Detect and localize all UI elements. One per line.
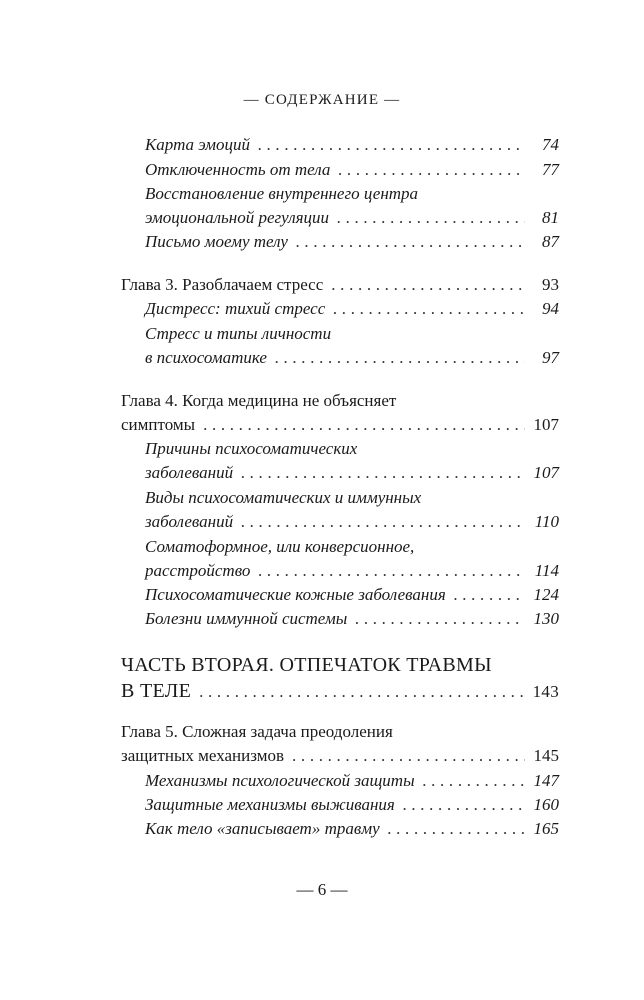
toc-entry xyxy=(145,794,559,816)
toc-entry xyxy=(145,511,559,533)
toc-entry-title: Отключенность от тела xyxy=(145,160,331,179)
toc-entry-title: Механизмы психологической защиты xyxy=(145,771,415,790)
toc-entry-page: 107 xyxy=(533,463,559,482)
toc-entry-title-line1: Восстановление внутреннего центра xyxy=(145,184,419,203)
toc-entry-page: 110 xyxy=(534,512,559,531)
toc-entry-page: 94 xyxy=(542,299,559,318)
toc-entry-title: защитных механизмов xyxy=(121,746,285,765)
toc-entry-title: Карта эмоций xyxy=(145,135,250,154)
toc-entry-page: 93 xyxy=(542,275,559,294)
toc-entry xyxy=(145,608,559,630)
dot-leader xyxy=(241,511,525,533)
dot-leader xyxy=(203,414,525,436)
toc-entry-title: Психосоматические кожные заболевания xyxy=(145,585,446,604)
toc-entry-title: заболеваний xyxy=(145,463,234,482)
toc-chapter-entry xyxy=(121,745,559,767)
toc-entry-title-line1: Соматоформное, или конверсионное, xyxy=(145,537,415,556)
toc-entry xyxy=(145,462,559,484)
dot-leader xyxy=(454,584,525,606)
dot-leader xyxy=(403,794,525,816)
page-number: — 6 — xyxy=(296,880,348,899)
toc-entry xyxy=(145,347,559,369)
toc-entry xyxy=(145,134,559,156)
toc-part-entry xyxy=(121,678,559,705)
toc-chapter-entry xyxy=(121,414,559,436)
dot-leader xyxy=(258,134,525,156)
toc-entry-title: Болезни иммунной системы xyxy=(145,609,348,628)
dot-leader xyxy=(296,231,525,253)
toc-entry-title: заболеваний xyxy=(145,512,234,531)
dot-leader xyxy=(275,347,525,369)
toc-entry-page: 87 xyxy=(542,232,559,251)
toc-part-title-line1: ЧАСТЬ ВТОРАЯ. ОТПЕЧАТОК ТРАВМЫ xyxy=(121,654,492,676)
toc-entry xyxy=(145,298,559,320)
dot-leader xyxy=(258,560,525,582)
toc-chapter-title-line1: Глава 4. Когда медицина не объясняет xyxy=(121,391,397,410)
toc-entry-title: симптомы xyxy=(121,415,196,434)
toc-entry xyxy=(145,560,559,582)
toc-entry-page: 107 xyxy=(533,415,559,434)
toc-entry xyxy=(145,770,559,792)
toc-entry-title: Глава 3. Разоблачаем стресс xyxy=(121,275,324,294)
toc-chapter-title-line1: Глава 5. Сложная задача преодоления xyxy=(121,722,393,741)
toc-entry xyxy=(145,207,559,229)
toc-entry-title: Как тело «записывает» травму xyxy=(145,819,380,838)
toc-entry xyxy=(145,818,559,840)
toc-entry-title: В ТЕЛЕ xyxy=(121,680,192,702)
dot-leader xyxy=(337,207,525,229)
toc-entry-title: Защитные механизмы выживания xyxy=(145,795,395,814)
dot-leader xyxy=(388,818,525,840)
toc-entry-title: эмоциональной регуляции xyxy=(145,208,330,227)
toc-entry-page: 74 xyxy=(542,135,559,154)
running-header: — СОДЕРЖАНИЕ — xyxy=(243,92,401,108)
dot-leader xyxy=(331,274,525,296)
dot-leader xyxy=(199,679,525,705)
toc-chapter-entry xyxy=(121,274,559,296)
toc-entry-page: 165 xyxy=(533,819,559,838)
toc-entry-title-line1: Виды психосоматических и иммунных xyxy=(145,488,422,507)
toc-entry-page: 124 xyxy=(533,585,559,604)
toc-entry-page: 145 xyxy=(533,746,559,765)
toc-entry-title: в психосоматике xyxy=(145,348,267,367)
toc-entry-page: 147 xyxy=(533,771,559,790)
toc-entry-title: Письмо моему телу xyxy=(145,232,288,251)
toc-entry-title-line1: Стресс и типы личности xyxy=(145,324,332,343)
toc-entry-page: 130 xyxy=(533,609,559,628)
toc-entry-page: 114 xyxy=(534,561,559,580)
toc-entry-title: расстройство xyxy=(145,561,251,580)
toc-entry-title: Дистресс: тихий стресс xyxy=(145,299,326,318)
toc-entry xyxy=(145,231,559,253)
toc-entry-title-line1: Причины психосоматических xyxy=(145,439,358,458)
dot-leader xyxy=(355,608,525,630)
toc-entry-page: 143 xyxy=(532,682,559,701)
toc-entry xyxy=(145,159,559,181)
toc-entry-page: 160 xyxy=(533,795,559,814)
toc-entry xyxy=(145,584,559,606)
dot-leader xyxy=(241,462,525,484)
dot-leader xyxy=(423,770,525,792)
toc-entry-page: 81 xyxy=(542,208,559,227)
toc-entry-page: 97 xyxy=(542,348,559,367)
dot-leader xyxy=(333,298,525,320)
toc-entry-page: 77 xyxy=(542,160,559,179)
dot-leader xyxy=(292,745,525,767)
dot-leader xyxy=(338,159,525,181)
